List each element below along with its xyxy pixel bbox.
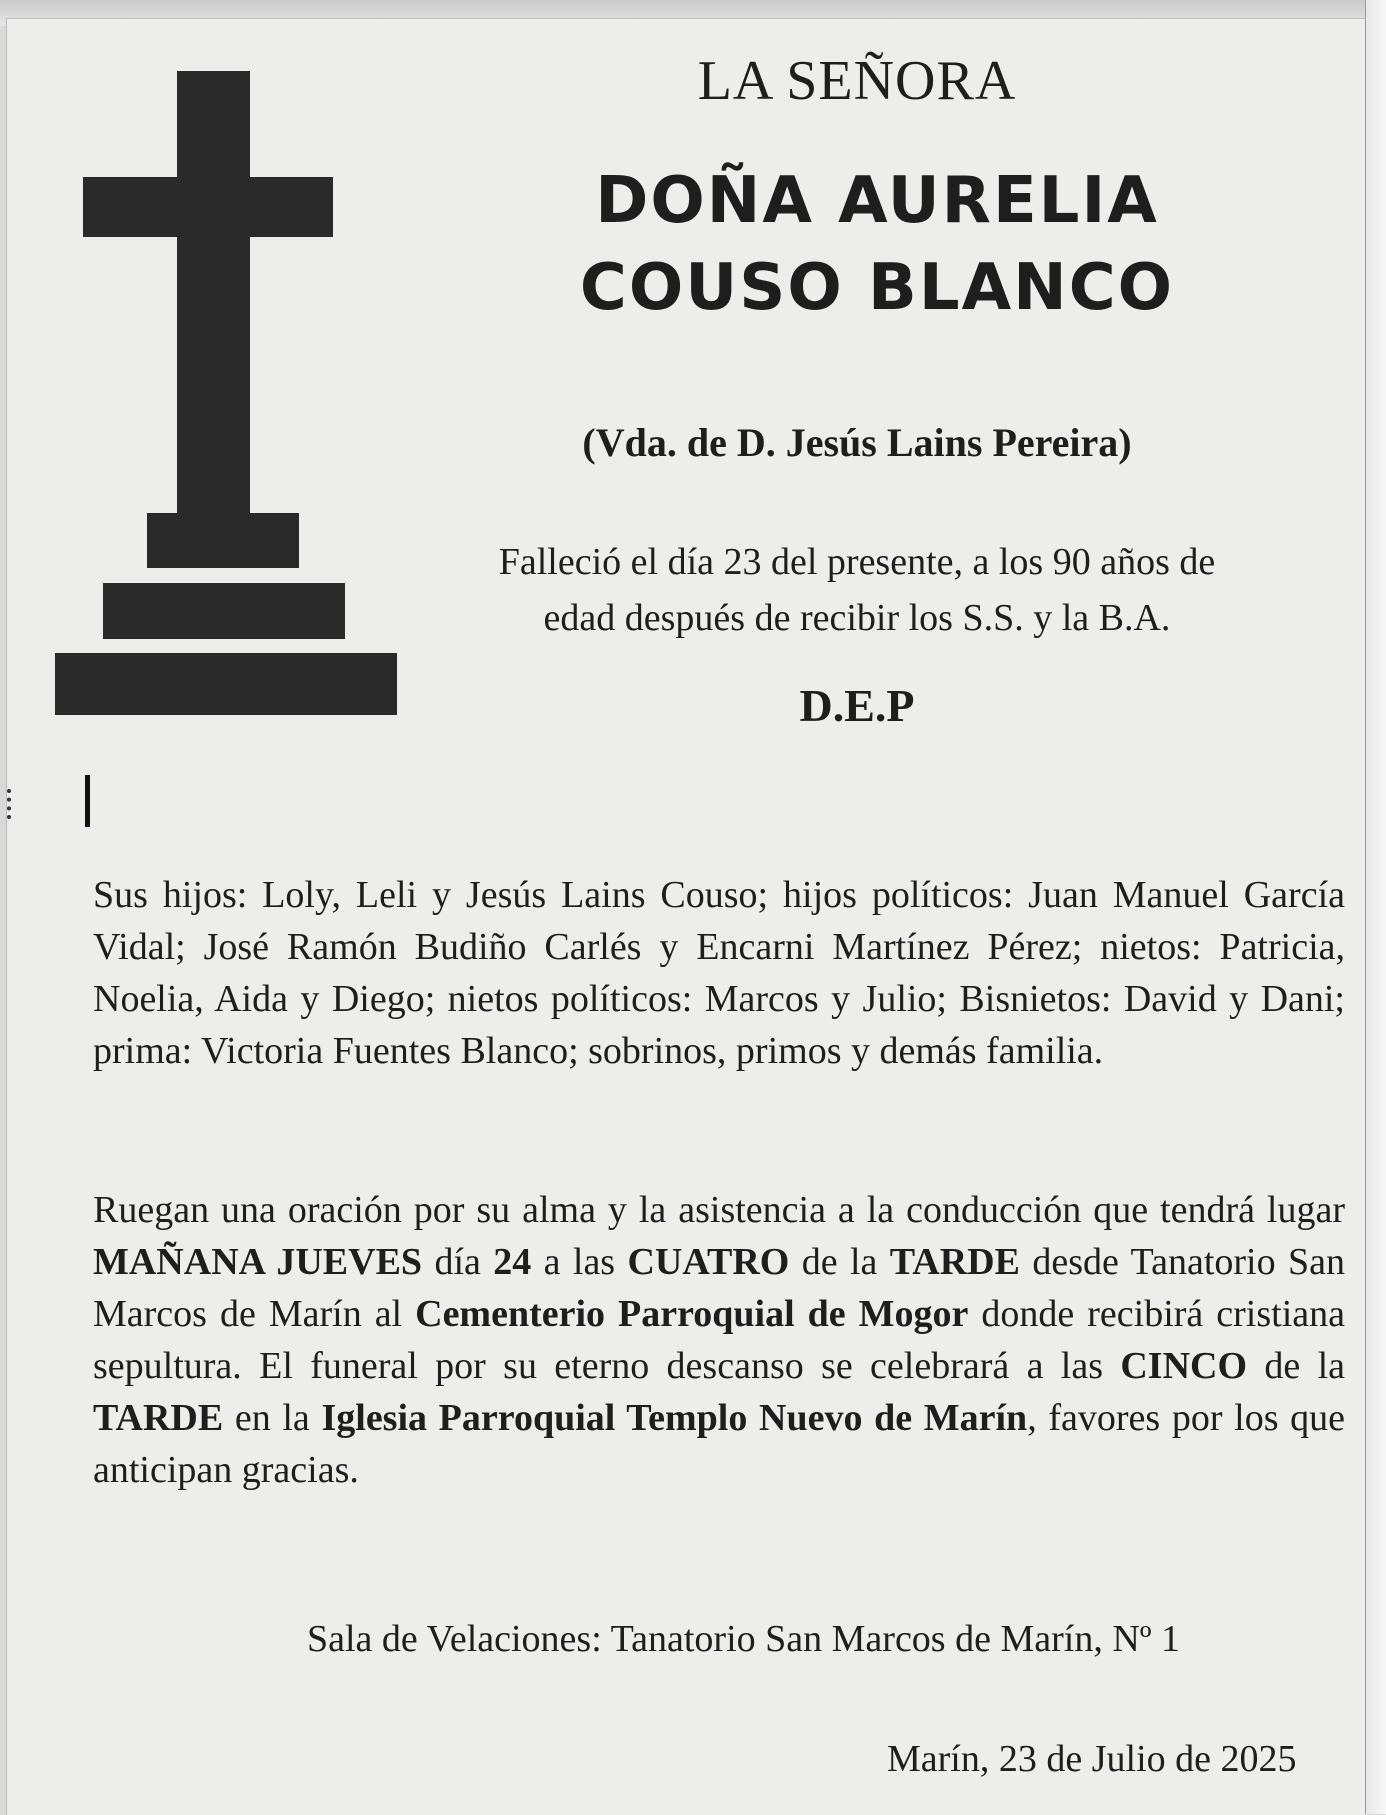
funeral-bold: TARDE xyxy=(889,1241,1020,1283)
death-announcement xyxy=(407,534,1307,646)
text-cursor xyxy=(85,775,90,827)
funeral-bold: MAÑANA JUEVES xyxy=(93,1241,423,1283)
funeral-text: donde recibirá cristiana sepultura. El funeral por su eterno descanso se celebrará a las xyxy=(93,1293,1346,1387)
cross-horizontal-bar xyxy=(83,177,333,237)
funeral-text: en la xyxy=(223,1397,322,1439)
title-prefix: LA SEÑORA xyxy=(697,50,1017,112)
funeral-text: día xyxy=(422,1241,494,1283)
cross-vertical-bar xyxy=(177,71,250,526)
wake-room-line: Sala de Velaciones: Tanatorio San Marcos de Marín, Nº 1 xyxy=(307,1618,1181,1660)
death-line-2: edad después de recibir los S.S. y la B.A. xyxy=(543,597,1171,639)
family-paragraph: Sus hijos: Loly, Leli y Jesús Lains Couso; hijos políticos: Juan Manuel García Vidal; José Ramón Budiño Carlés y Encarni Martínez Pérez; nietos: Patricia, Noelia, Aida y Diego; nietos políticos: Marcos y Julio; Bisnietos: David y Dani; prima: Victoria Fuentes Blanco; sobrinos, primos y demás familia. xyxy=(93,874,1345,1072)
funeral-text: de la xyxy=(789,1241,890,1283)
document-page[interactable] xyxy=(6,18,1365,1815)
funeral-bold: Iglesia Parroquial Templo Nuevo de Marín xyxy=(321,1397,1028,1439)
funeral-bold: CINCO xyxy=(1120,1345,1248,1387)
funeral-text: Ruegan una oración por su alma y la asistencia a la conducción que tendrá lugar xyxy=(93,1189,1345,1231)
cross-base-step-bottom xyxy=(55,653,397,715)
funeral-text: , favores por los que anticipan gracias. xyxy=(93,1397,1345,1491)
deceased-name-line2: COUSO BLANCO xyxy=(579,251,1175,325)
funeral-bold: TARDE xyxy=(93,1397,224,1439)
funeral-bold: CUATRO xyxy=(627,1241,790,1283)
deceased-name-line1: DOÑA AURELIA xyxy=(595,164,1159,238)
death-line-1: Falleció el día 23 del presente, a los 90 años de xyxy=(498,541,1216,583)
funeral-text: a las xyxy=(531,1241,628,1283)
funeral-paragraph xyxy=(93,1184,1345,1496)
widow-of-line: (Vda. de D. Jesús Lains Pereira) xyxy=(582,420,1132,465)
funeral-text: desde Tanatorio San Marcos de Marín al xyxy=(93,1241,1345,1335)
funeral-text: de la xyxy=(1247,1345,1345,1387)
monitor-bezel-right xyxy=(1365,0,1386,1814)
funeral-bold: Cementerio Parroquial de Mogor xyxy=(415,1293,969,1335)
cross-base-step-middle xyxy=(103,583,345,639)
cross-base-step-top xyxy=(147,513,299,568)
funeral-bold: 24 xyxy=(493,1241,532,1283)
dep-line: D.E.P xyxy=(799,680,915,731)
page-edge-marker xyxy=(7,789,15,819)
place-date-line: Marín, 23 de Julio de 2025 xyxy=(887,1738,1297,1780)
